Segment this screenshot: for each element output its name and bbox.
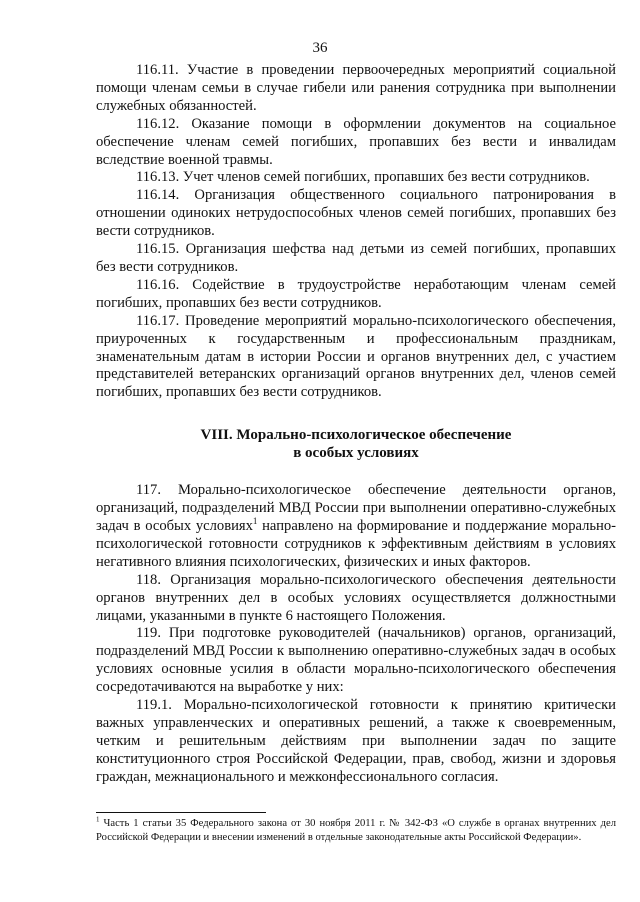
paragraph-116-16: 116.16. Содействие в трудоустройстве неработающим членам семей погибших, пропавших без вести сотрудников. [96, 276, 616, 311]
paragraph-116-17: 116.17. Проведение мероприятий морально-психологического обеспечения, приуроченных к государственным и профессиональным праздникам, знаменательным датам в истории России и органов внутренних дел, с участием представителей ветеранских организаций органов внутренних дел, членов семей погибших, пропавших без вести сотрудников. [96, 312, 616, 401]
section-heading-line-2: в особых условиях [293, 445, 419, 462]
paragraph-116-15: 116.15. Организация шефства над детьми из семей погибших, пропавших без вести сотрудников. [96, 241, 616, 275]
section-heading [96, 426, 616, 462]
paragraph-116-13: 116.13. Учет членов семей погибших, пропавших без вести сотрудников. [136, 169, 590, 186]
paragraph-117 [96, 482, 616, 572]
paragraph-119-1: 119.1. Морально-психологической готовности к принятию критически важных управленческих и оперативных решений, а также к своевременным, четким и решительным действиям при выполнении задач по защите конституционного строя Российской Федерации, прав, свобод, жизни и здоровья граждан, межнационального и межконфессионального согласия. [96, 697, 616, 785]
paragraph-117-part-2: направлено на формирование и поддержание морально-психологической готовности сотрудников к эффективным действиям в условиях негативного влияния психологических, физических и иных факторов. [96, 518, 617, 570]
paragraph-116-14: 116.14. Организация общественного социального патронирования в отношении одиноких нетрудоспособных членов семей погибших, пропавших без вести сотрудников. [96, 187, 616, 240]
paragraph-116-11: 116.11. Участие в проведении первоочередных мероприятий социальной помощи членам семьи в случае гибели или ранения сотрудника при выполнении служебных обязанностей. [96, 62, 616, 114]
footnote-divider [96, 812, 266, 813]
footnote [96, 817, 616, 844]
document-body [96, 62, 616, 787]
section-heading-line-1: VIII. Морально-психологическое обеспечение [200, 427, 512, 444]
paragraph-116-12: 116.12. Оказание помощи в оформлении документов на социальное обеспечение членам семей погибших, пропавших без вести и инвалидам вследствие военной травмы. [96, 115, 616, 168]
footnote-reference: 1 [252, 516, 258, 527]
page-number: 36 [312, 40, 328, 56]
paragraph-117-part-1: 117. Морально-психологическое обеспечение деятельности органов, организаций, подразделений МВД России при выполнении оперативно-служебных задач в особых условиях [96, 482, 616, 535]
paragraph-118: 118. Организация морально-психологического обеспечения деятельности органов внутренних дел в особых условиях осуществляется должностными лицами, указанными в пункте 6 настоящего Положения. [96, 571, 616, 624]
footnote-text: Часть 1 статьи 35 Федерального закона от 30 ноября 2011 г. № 342-ФЗ «О службе в органах внутренних дел Российской Федерации и внесении изменений в отдельные законодательные акты Российской Федерации». [96, 818, 616, 843]
footnote-mark: 1 [96, 815, 100, 824]
paragraph-119: 119. При подготовке руководителей (начальников) органов, организаций, подразделений МВД России к выполнению оперативно-служебных задач в особых условиях основные усилия в области морально-психологического обеспечения сосредотачиваются на выработке у них: [96, 625, 616, 696]
